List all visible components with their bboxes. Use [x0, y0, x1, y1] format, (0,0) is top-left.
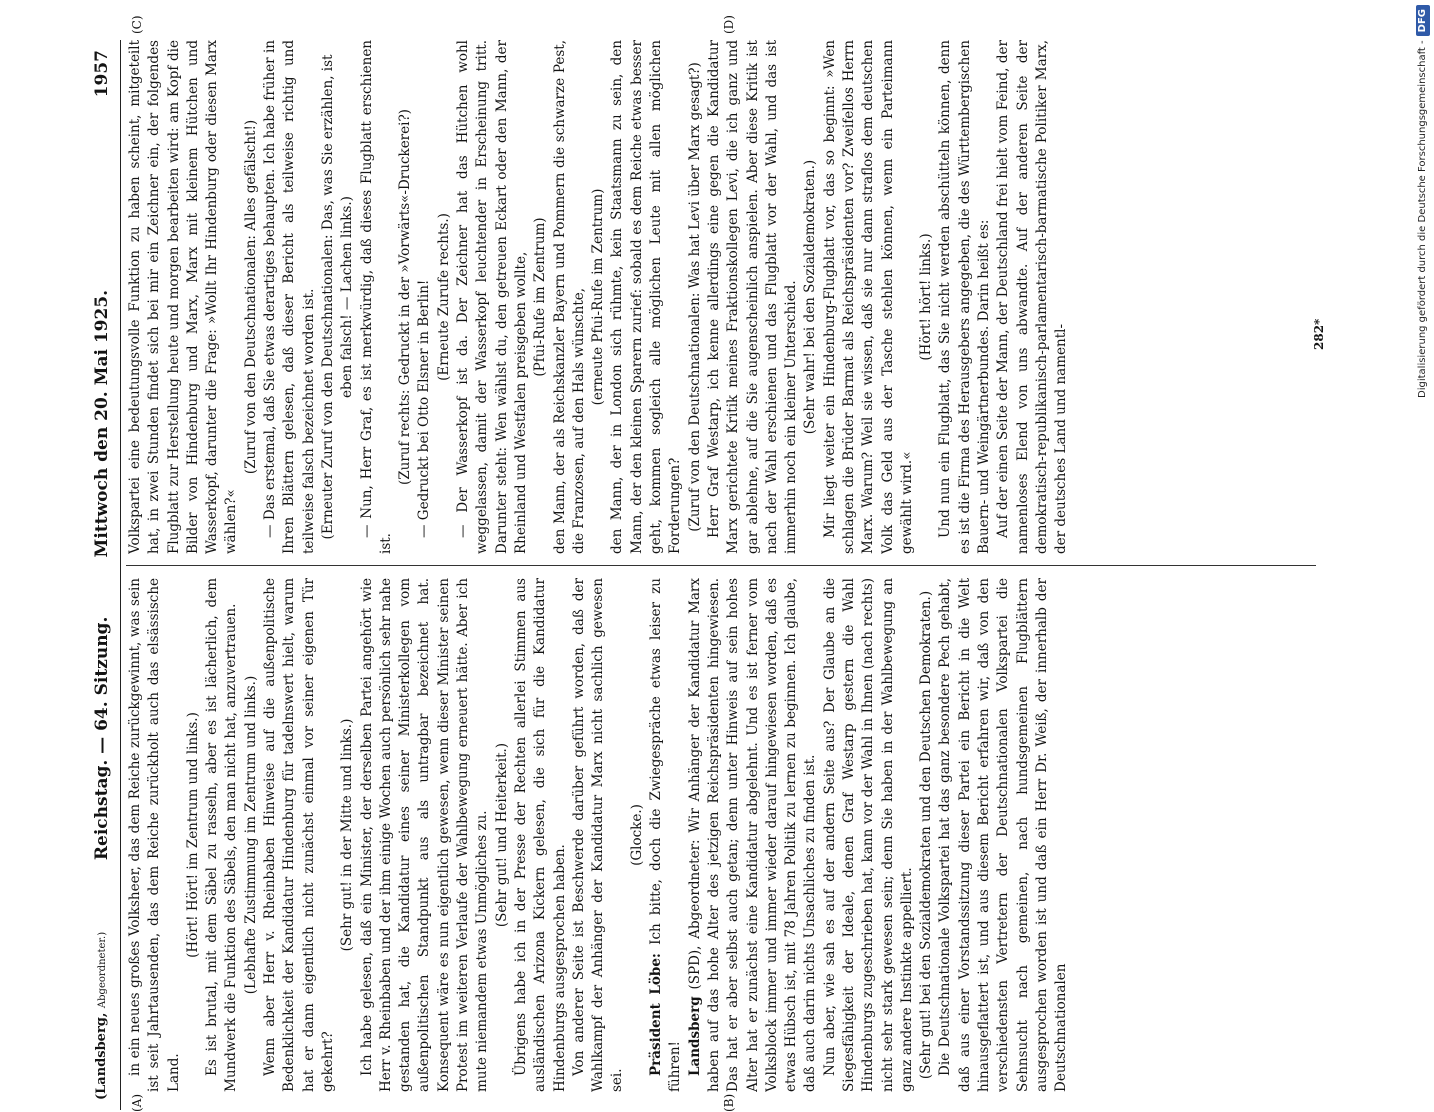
paragraph-text: Nun aber, wie sah es auf der andern Seite aus? Der Glaube an die Siegesfähigkeit der Ideale, denen Graf Westarp gestern die Wahl Hindenburgs zugeschrieben hat, kann vor der Wahl in Ihnen (nach rechts) nicht sehr stark gewesen sein; denn Sie haben in der Wahlbewegung an ganz andere Instinkte appelliert. — [821, 578, 915, 1092]
interjection — [493, 578, 512, 1092]
paragraph-text: (Sehr gut! in der Mitte und links.) — [339, 718, 356, 952]
paragraph — [570, 578, 628, 1092]
interjection — [319, 40, 358, 554]
paragraph — [415, 40, 434, 554]
rotated-page — [90, 15, 1330, 1112]
paragraph-text: (Zuruf von den Deutschnationalen: Was hat Levi über Marx gesagt?) — [686, 62, 703, 532]
watermark — [1410, 5, 1434, 995]
paragraph — [821, 40, 917, 554]
interjection — [531, 40, 550, 554]
paragraph-text: Volkspartei eine bedeutungsvolle Funktion zu haben scheint, mitgeteilt hat, in zwei Stunden findet sich bei mir ein Zeichner ein, der folgendes Flugblatt zur Herstellung heute und morgen bearbeiten wird: am Kopf die Bilder von Hindenburg und Marx, Marx mit kleinem Hütchen und Wasserkopf, darunter die Frage: »Wollt Ihr Hindenburg oder diesen Marx wählen?« — [127, 40, 240, 554]
paragraph-text: Wenn aber Herr v. Rheinbaben Hinweise auf die außenpolitische Bedenklichkeit der Kandidatur Hindenburg für tadelnswert hielt, warum hat er dann eigentlich nicht zunächst einmal vor seiner eigenen Tür gekehrt? — [262, 578, 336, 1092]
paragraph — [261, 40, 319, 554]
watermark-text: Digitalisierung gefördert durch die Deutsche Forschungsgemeinschaft - — [1417, 40, 1428, 398]
paragraph-text: Und nun ein Flugblatt, das Sie nicht werden abschütteln können, denn es ist die Firma des Herausgebers angegeben, die des Württembergischen Bauern- und Weingärtnerbundes. Darin heißt es: — [937, 40, 993, 554]
interjection — [917, 578, 936, 1092]
paragraph-text: in ein neues großes Volksheer, das dem Reiche zurückgewinnt, was sein ist seit Jahrtausenden, das dem Reiche zurückholt auch das elsässische Land. — [127, 578, 182, 1092]
session-date: Mittwoch den 20. Mai 1925. — [92, 289, 112, 558]
text-column-left — [126, 578, 1316, 1092]
watermark-text-line — [1412, 5, 1434, 995]
paragraph-text: (Erneute Zurufe rechts.) — [435, 213, 452, 381]
interjection — [242, 578, 261, 1092]
interjection — [184, 578, 203, 1092]
paragraph — [203, 578, 242, 1092]
speaker-name: Landsberg — [686, 996, 703, 1076]
paragraph — [705, 40, 801, 554]
interjection — [338, 578, 357, 1092]
paragraph — [551, 40, 590, 554]
paragraph-text: (Sehr gut! und Heiterkeit.) — [493, 742, 510, 928]
paragraph-text: Ich habe gelesen, daß ein Minister, der derselben Partei angehört wie Herr v. Rheinbaben und der ihm einige Wochen auch persönlich sehr nahe gestanden hat, die Kandidatur eines seiner Ministerkollegen vom außenpolitischen Standpunkt aus als untragbar bezeichnet hat. Konsequent wäre es nun eigentlich gewesen, wenn dieser Minister seinen Protest im weiteren Verlaufe der Wahlbewegung erneuert hätte. Aber ich mute niemandem etwas Unmögliches zu. — [358, 578, 491, 1092]
interjection — [589, 40, 608, 554]
interjection — [435, 40, 454, 554]
page-number: 1957 — [92, 50, 112, 98]
paragraph — [126, 40, 242, 554]
paragraph-text: (Zuruf von den Deutschnationalen: Alles gefälscht!) — [242, 119, 259, 475]
text-column-right — [126, 40, 1316, 554]
paragraph-text: den Mann, der in London sich rühmte, kein Staatsmann zu sein, den Mann, der den kleinen Sparern zurief: sobald es dem Reiche etwas besser geht, kommen sogleich alle möglichen Leute mit allen möglichen Forderungen? — [609, 40, 684, 554]
paragraph — [608, 40, 685, 554]
running-head — [90, 40, 121, 1110]
paragraph-text: (Hört! hört! links.) — [918, 233, 935, 361]
paragraph-text: (Pfui-Rufe im Zentrum) — [532, 217, 549, 377]
paragraph-text: (erneute Pfui-Rufe im Zentrum) — [590, 188, 607, 406]
paragraph — [512, 578, 570, 1092]
paragraph — [994, 40, 1071, 554]
paragraph-text: (Zuruf rechts: Gedruckt in der »Vorwärts«-Druckerei?) — [397, 109, 414, 485]
column-divider — [126, 565, 1316, 566]
dfg-logo: DFG — [1416, 5, 1430, 36]
paragraph — [936, 40, 994, 554]
paragraph-text: (SPD), Abgeordneter: Wir Anhänger der Kandidatur Marx haben auf das hohe Alter des jetzigen Reichspräsidenten hingewiesen. Das hat er aber selbst auch getan; denn unter Hinweis auf sein hohes Alter hat er zunächst eine Kandidatur abgelehnt. Und es ist ferner vom Volksblock immer und immer wieder darauf hingewiesen worden, daß es etwas Hübsch ist, mit 78 Jahren Politik zu lernen zu beginnen. Ich glaube, daß auch darin nichts Unsachliches zu finden ist. — [686, 578, 819, 1092]
paragraph-text: Auf der einen Seite der Mann, der Deutschland frei hielt vom Feind, der namenloses Elend von uns abwandte. Auf der anderen Seite der demokratisch-republikanisch-parlamentarisch-barmatische Politiker Marx, der deutsches Land und namentl- — [995, 40, 1070, 554]
paragraph-text: Mir liegt weiter ein Hindenburg-Flugblatt vor, das so beginnt: »Wen schlagen die Brüder Barmat als Reichspräsidenten vor? Zweifellos Herrn Marx. Warum? Weil sie wissen, daß sie nur dann straflos dem deutschen Volk das Geld aus der Tasche stehlen können, wenn ein Parteimann gewählt wird.« — [821, 40, 915, 554]
paragraph — [358, 578, 493, 1092]
paragraph-text: Ich bitte, doch die Zwiegespräche etwas leiser zu führen! — [648, 578, 684, 1092]
paragraph-text: Es ist brutal, mit dem Säbel zu rasseln, aber es ist lächerlich, dem Mundwerk die Funktion des Säbels, den man nicht hat, anzuvertrauen. — [204, 578, 240, 1092]
margin-mark-c: (C) — [130, 15, 144, 34]
interjection — [917, 40, 936, 554]
signature-mark: 282* — [1312, 318, 1326, 350]
paragraph-text: (Sehr gut! bei den Sozialdemokraten und den Deutschen Demokraten.) — [918, 590, 935, 1080]
paragraph — [126, 578, 184, 1092]
paragraph-text: — Das erstemal, daß Sie etwas derartiges behaupten. Ich habe früher in Ihren Blättern gelesen, daß dieser Bericht als teilweise richtig und teilweise falsch bezeichnet worden ist. — [262, 40, 317, 554]
speaker-name: Landsberg, — [94, 1012, 109, 1094]
paragraph-text: (Erneuter Zuruf von den Deutschnationalen: Das, was Sie erzählen, ist eben falsch! — Lachen links.) — [319, 54, 356, 540]
paragraph-text: (Lebhafte Zustimmung im Zentrum und links.) — [242, 675, 259, 995]
paragraph-text: Die Deutschnationale Volkspartei hat das ganz besondere Pech gehabt, daß aus einer Vorstandssitzung dieser Partei ein Bericht in die Welt hinausgeflattert ist, und aus diesem Bericht erfahren wir, daß von den verschiedensten Vertretern der Deutschnationalen Volkspartei die Sehnsucht nach gemeinen, nach hundsgemeinen Flugblättern ausgesprochen worden ist und daß ein Herr Dr. Weiß, der innerhalb der Deutschnationalen — [937, 578, 1070, 1092]
paragraph-text: Herr Graf Westarp, ich kenne allerdings eine gegen die Kandidatur Marx gerichtete Kritik meines Fraktionskollegen Levi, die ich ganz und gar ablehne, auf die Sie augenscheinlich anspielen. Aber diese Kritik ist nach der Wahl erschienen und das Flugblatt vor der Wahl, und das ist immerhin noch ein kleiner Unterschied. — [705, 40, 800, 554]
speaker-paragraph — [647, 578, 686, 1092]
paragraph-text: den Mann, der als Reichskanzler Bayern und Pommern die schwarze Pest, die Franzosen, auf den Hals wünschte, — [551, 40, 587, 554]
margin-mark-a: (A) — [130, 1093, 144, 1112]
paragraph — [261, 578, 338, 1092]
paragraph — [821, 578, 917, 1092]
interjection — [242, 40, 261, 554]
running-head-speaker: (Landsberg, Abgeordneter.) — [94, 931, 109, 1100]
paragraph-text: (Hört! Hört! im Zentrum und links.) — [184, 712, 201, 958]
paragraph — [454, 40, 531, 554]
paragraph-text: Übrigens habe ich in der Presse der Rechten allerlei Stimmen aus ausländischen Arizona Kickern gelesen, die sich für die Kandidatur Hindenburgs ausgesprochen haben. — [512, 578, 568, 1092]
paragraph-text: Von anderer Seite ist Beschwerde darüber geführt worden, daß der Wahlkampf der Anhänger der Kandidatur Marx nicht sachlich gewesen sei. — [570, 578, 626, 1092]
interjection — [628, 578, 647, 1092]
margin-mark-d: (D) — [722, 15, 736, 34]
paragraph — [358, 40, 397, 554]
paragraph-text: — Nun, Herr Graf, es ist merkwürdig, daß dieses Flugblatt erschienen ist. — [358, 40, 394, 554]
paragraph — [936, 578, 1071, 1092]
paragraph-text: — Gedruckt bei Otto Elsner in Berlin! — [416, 279, 433, 538]
interjection — [396, 40, 415, 554]
paragraph-text: — Der Wasserkopf ist da. Der Zeichner hat das Hütchen wohl weggelassen, damit der Wasserkopf leuchtender in Erscheinung tritt. Darunter steht: Wen wählst du, den getreuen Eckart oder den Mann, der Rheinland und Westfalen preisgeben wollte, — [455, 40, 529, 554]
speaker-role: Abgeordneter.) — [97, 931, 108, 1009]
margin-mark-b: (B) — [722, 1093, 736, 1112]
speaker-name: Präsident Löbe: — [648, 953, 665, 1076]
interjection — [801, 40, 820, 554]
running-head-title — [92, 40, 112, 1110]
paragraph-text: (Glocke.) — [628, 804, 645, 866]
paragraph-text: (Sehr wahr! bei den Sozialdemokraten.) — [802, 159, 819, 435]
speaker-paragraph — [686, 578, 821, 1092]
interjection — [686, 40, 705, 554]
session-title: Reichstag. — 64. Sitzung. — [92, 616, 112, 861]
